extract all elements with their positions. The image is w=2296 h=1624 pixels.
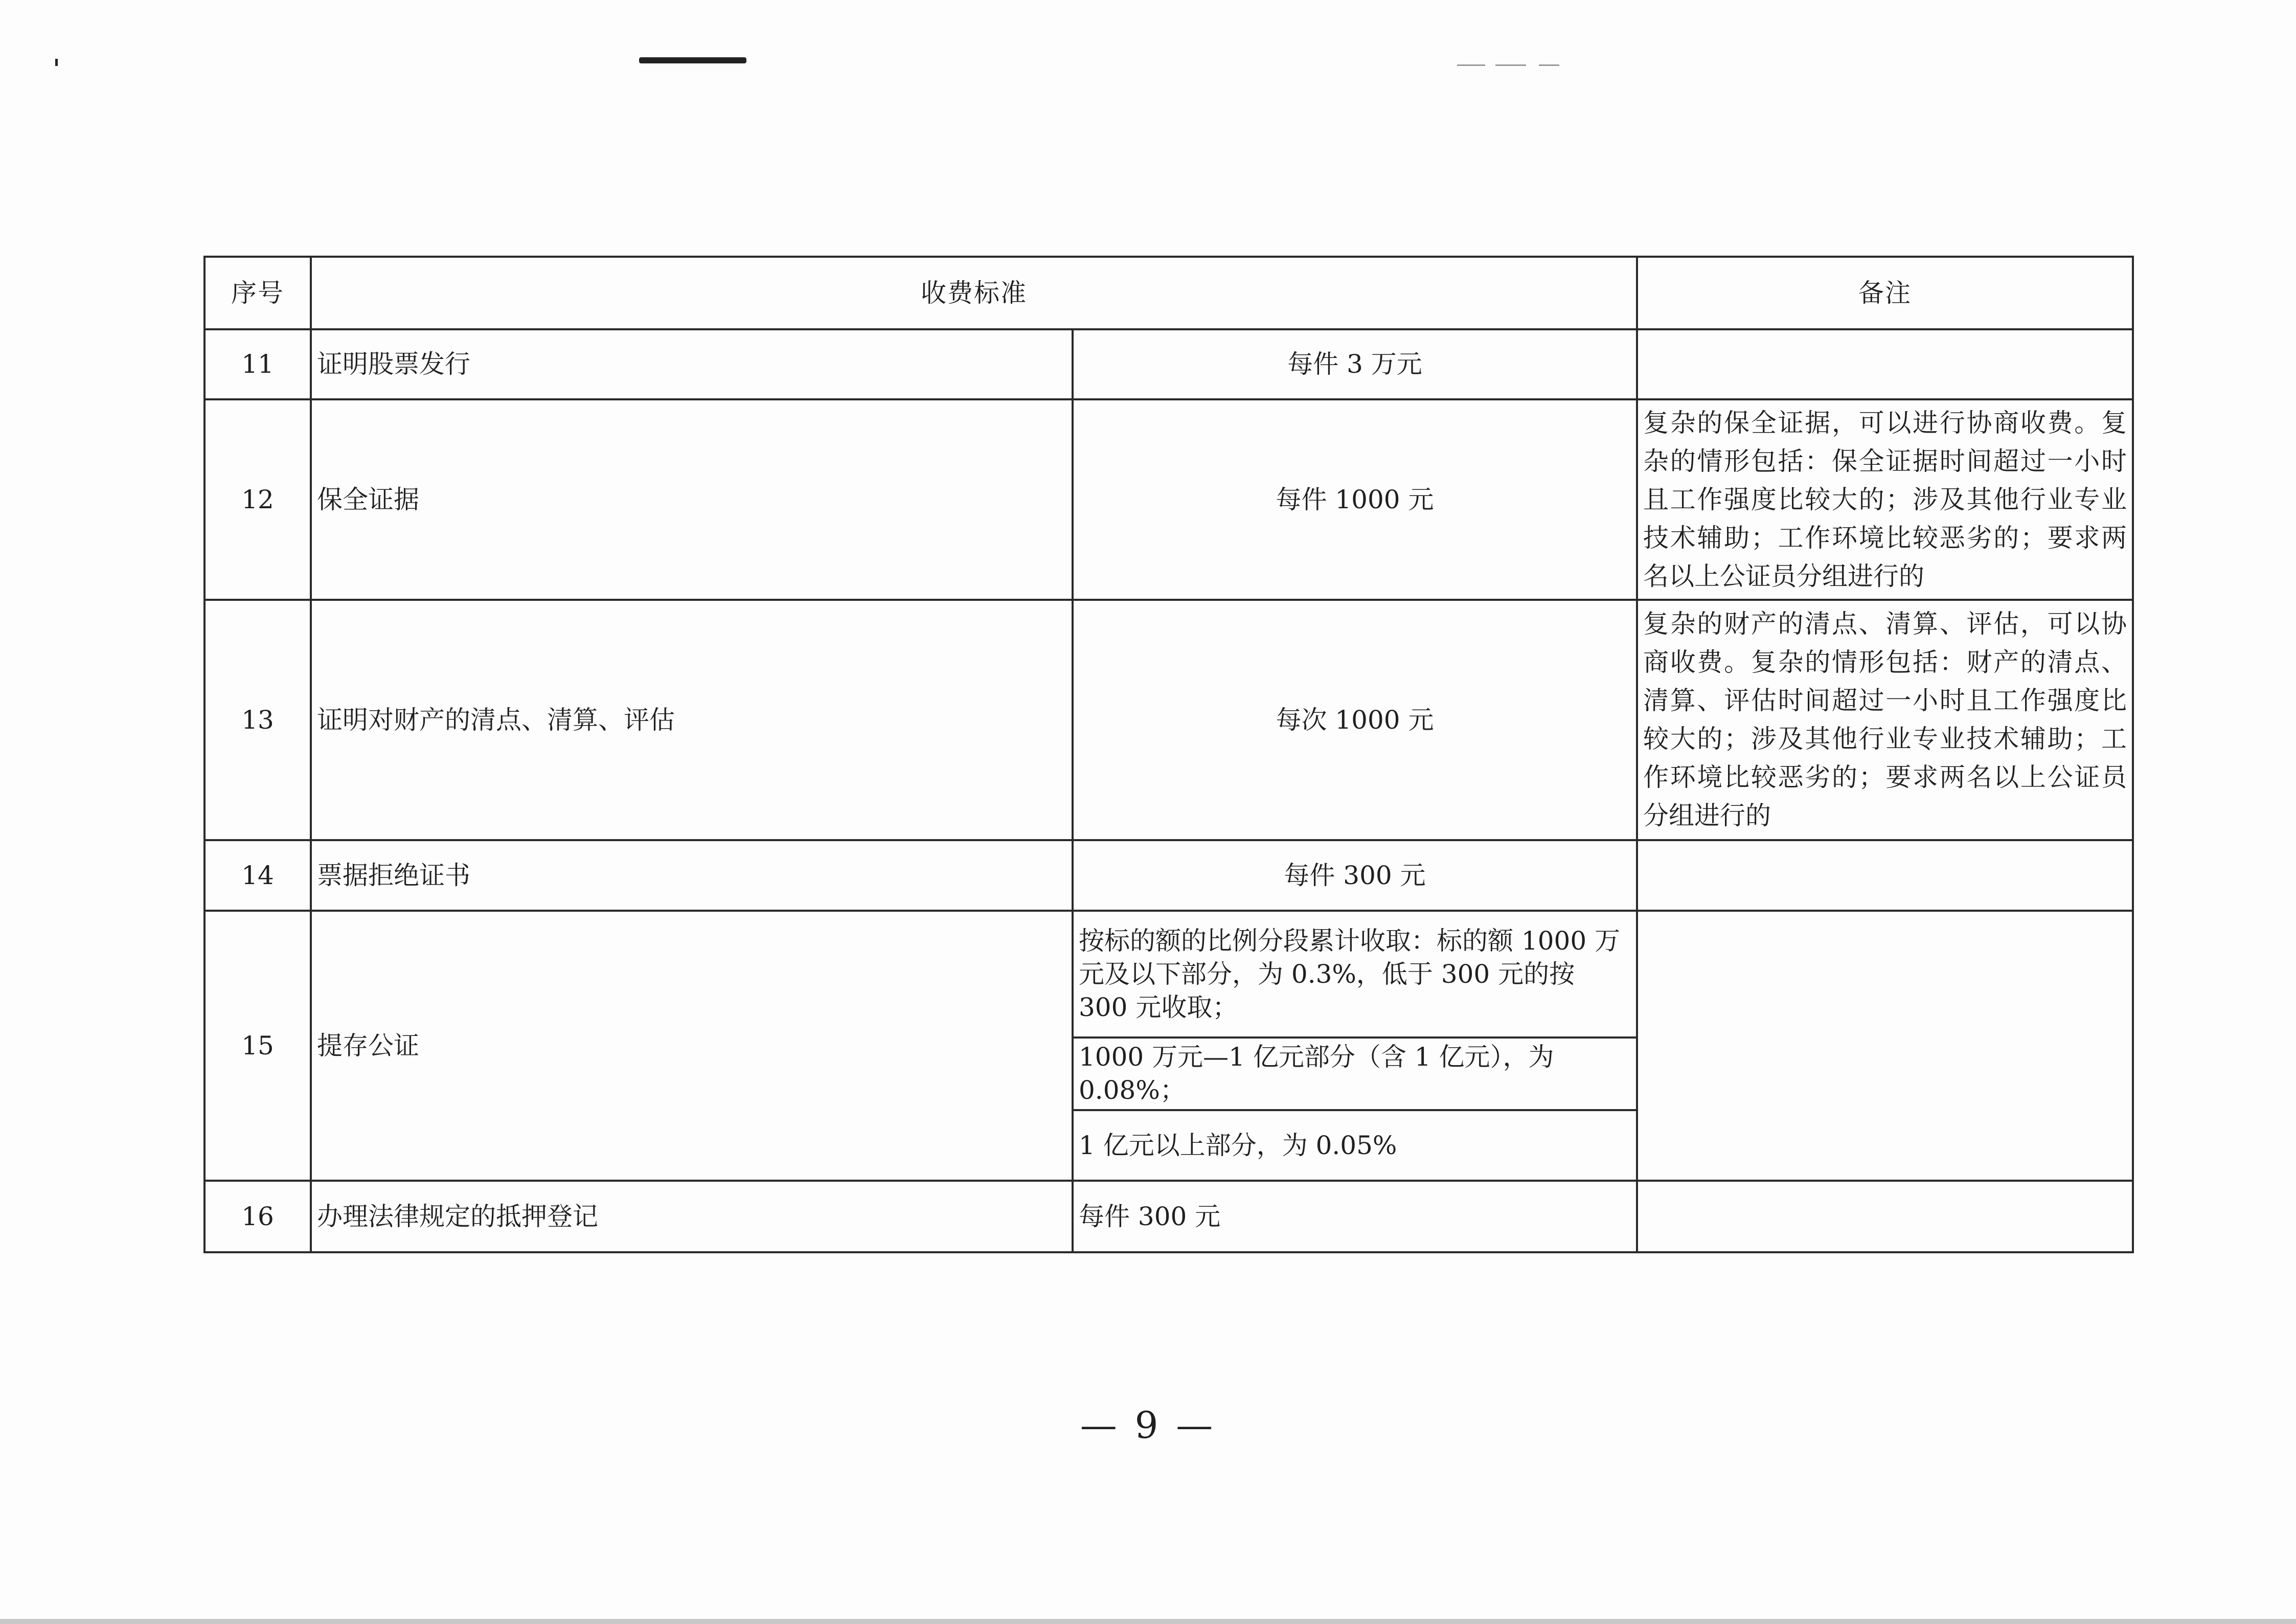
row-number: 11: [204, 329, 311, 399]
row-standard: 每次 1000 元: [1073, 600, 1637, 840]
row-standard-part: 1 亿元以上部分，为 0.05%: [1073, 1110, 1637, 1181]
page-number: — 9 —: [1080, 1404, 1216, 1447]
table-row: [204, 329, 2133, 399]
table-row: [204, 1181, 2133, 1252]
row-standard: 每件 3 万元: [1073, 329, 1637, 399]
row-number: 14: [204, 840, 311, 911]
scan-artifact-faint-dash: [1495, 64, 1526, 66]
row-note: [1637, 840, 2133, 911]
row-number: 16: [204, 1181, 311, 1252]
row-item: 证明对财产的清点、清算、评估: [311, 600, 1073, 840]
header-note: 备注: [1637, 257, 2133, 329]
row-item: 提存公证: [311, 911, 1073, 1181]
row-note: [1637, 329, 2133, 399]
row-standard-part: 1000 万元—1 亿元部分（含 1 亿元），为 0.08%；: [1073, 1037, 1637, 1110]
table-row: [204, 600, 2133, 840]
row-note: [1637, 1181, 2133, 1252]
row-item: 票据拒绝证书: [311, 840, 1073, 911]
row-number: 15: [204, 911, 311, 1181]
table-row: [204, 911, 2133, 1037]
scan-artifact-dash: [639, 57, 746, 63]
row-note: [1637, 911, 2133, 1181]
scan-bottom-edge: [0, 1619, 2296, 1624]
row-standard: 每件 300 元: [1073, 840, 1637, 911]
table-row: [204, 399, 2133, 600]
header-standard: 收费标准: [311, 257, 1637, 329]
row-note: 复杂的财产的清点、清算、评估，可以协商收费。复杂的情形包括：财产的清点、清算、评估时间超过一小时且工作强度比较大的；涉及其他行业专业技术辅助；工作环境比较恶劣的；要求两名以上公证员分组进行的: [1637, 600, 2133, 840]
row-standard: 每件 300 元: [1073, 1181, 1637, 1252]
row-note: 复杂的保全证据，可以进行协商收费。复杂的情形包括：保全证据时间超过一小时且工作强度比较大的；涉及其他行业专业技术辅助；工作环境比较恶劣的；要求两名以上公证员分组进行的: [1637, 399, 2133, 600]
notary-fee-table: [203, 256, 2134, 1253]
scan-artifact-faint-dash: [1457, 64, 1485, 66]
row-item: 证明股票发行: [311, 329, 1073, 399]
row-item: 办理法律规定的抵押登记: [311, 1181, 1073, 1252]
row-item: 保全证据: [311, 399, 1073, 600]
header-no: 序号: [204, 257, 311, 329]
scan-artifact-faint-dash: [1539, 64, 1559, 66]
table-header-row: [204, 257, 2133, 329]
table-row: [204, 840, 2133, 911]
scan-artifact-mark: [55, 59, 58, 66]
row-standard: 每件 1000 元: [1073, 399, 1637, 600]
row-standard-part: 按标的额的比例分段累计收取：标的额 1000 万元及以下部分，为 0.3%，低于 300 元的按 300 元收取；: [1073, 911, 1637, 1037]
row-number: 12: [204, 399, 311, 600]
row-number: 13: [204, 600, 311, 840]
